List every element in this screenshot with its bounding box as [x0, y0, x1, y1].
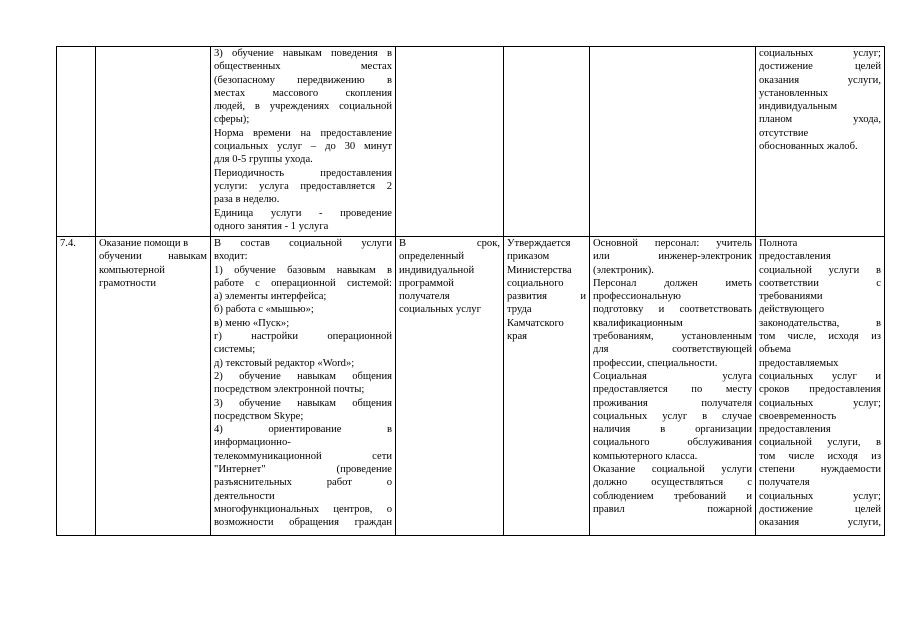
text-line: отсутствие: [759, 127, 809, 139]
text-line: одного занятия - 1 услуга: [214, 220, 329, 232]
quality-indicators-cell: [756, 47, 885, 237]
text-line: том числе исходя из: [759, 450, 881, 462]
text-line: Оказание помощи в: [99, 238, 189, 249]
text-line: социальных услуг;: [759, 490, 881, 502]
service-term-cell: [396, 47, 504, 237]
text-line: Норма времени на предоставление: [214, 127, 392, 139]
text-line: а) элементы интерфейса;: [214, 291, 327, 303]
text-line: предоставления: [759, 424, 831, 436]
text-line: общественных местах: [214, 61, 392, 73]
text-line: проживания получателя: [593, 397, 752, 409]
text-line: степени нуждаемости: [759, 464, 881, 476]
text-line: объема: [759, 344, 791, 356]
text-line: Камчатского: [507, 317, 564, 329]
text-line: социальной услуги в: [759, 264, 881, 276]
text-line: действующего: [759, 304, 825, 316]
text-line: д) текстовый редактор «Word»;: [214, 357, 355, 369]
text-line: посредством Skype;: [214, 410, 304, 422]
text-line: телекоммуникационной сети: [214, 450, 392, 462]
text-line: соблюдением требований и: [593, 490, 752, 502]
row-number-cell: [57, 47, 96, 237]
text-line: деятельности: [214, 490, 275, 502]
row-number: 7.4.: [60, 238, 76, 249]
text-line: социальных услуг: [399, 304, 481, 316]
text-line: компьютерного класса.: [593, 450, 698, 462]
text-line: профессии, специальности.: [593, 357, 718, 369]
service-cost-cell: [504, 237, 590, 536]
service-conditions-cell: [590, 237, 756, 536]
text-line: В состав социальной услуги: [214, 238, 392, 249]
service-content-cell: [211, 47, 396, 237]
text-line: том числе, исходя из: [759, 331, 881, 343]
table-row: [57, 47, 885, 237]
quality-indicators-cell: [756, 237, 885, 536]
text-line: Периодичность предоставления: [214, 167, 392, 179]
text-line: раза в неделю.: [214, 194, 280, 206]
text-line: определенный: [399, 251, 465, 263]
text-line: требованиям, установленным: [593, 331, 752, 343]
text-line: получателя: [759, 477, 810, 489]
text-line: обучении навыкам: [99, 251, 207, 263]
text-line: социальных услуг;: [759, 48, 881, 59]
text-line: квалификационным: [593, 317, 683, 329]
table-row: [57, 237, 885, 536]
text-line: для соответствующей: [593, 344, 752, 356]
text-line: сферы);: [214, 114, 250, 126]
text-line: социальных услуг – до 30 минут: [214, 141, 392, 153]
text-line: Единица услуги - проведение: [214, 207, 392, 219]
text-line: социальных услуг в случае: [593, 410, 752, 422]
text-line: 4) ориентирование в: [214, 424, 392, 436]
text-line: "Интернет" (проведение: [214, 464, 392, 476]
text-line: планом ухода,: [759, 114, 881, 126]
text-line: 3) обучение навыкам поведения в: [214, 48, 392, 59]
text-line: социальных услуг;: [759, 397, 881, 409]
text-line: услуги: услуга предоставляется 2: [214, 180, 392, 192]
text-line: установленных: [759, 87, 829, 99]
text-line: возможности обращения граждан: [214, 517, 392, 529]
text-line: Основной персонал: учитель: [593, 238, 752, 249]
service-name-cell: [96, 237, 211, 536]
text-line: входит:: [214, 251, 248, 263]
text-line: г) настройки операционной: [214, 331, 392, 343]
text-line: Утверждается: [507, 238, 571, 249]
text-line: программой: [399, 277, 454, 289]
service-cost-cell: [504, 47, 590, 237]
text-line: 2) обучение навыкам общения: [214, 370, 392, 382]
text-line: многофункциональных центров, о: [214, 503, 392, 515]
text-line: сроков предоставления: [759, 384, 881, 396]
service-name-cell: [96, 47, 211, 237]
text-line: требованиями: [759, 291, 823, 303]
text-line: оказания услуги,: [759, 74, 881, 86]
text-line: индивидуальным: [759, 101, 838, 113]
text-line: информационно-: [214, 437, 291, 449]
text-line: профессиональную: [593, 291, 681, 303]
text-line: 3) обучение навыкам общения: [214, 397, 392, 409]
text-line: социальных услуг и: [759, 370, 881, 382]
service-conditions-cell: [590, 47, 756, 237]
text-line: подготовку и соответствовать: [593, 304, 752, 316]
text-line: (безопасному передвижению в: [214, 74, 392, 86]
text-line: местах массового скопления: [214, 87, 392, 99]
text-line: посредством электронной почты;: [214, 384, 365, 396]
text-line: предоставляется по месту: [593, 384, 752, 396]
text-line: людей, в учреждениях социальной: [214, 101, 392, 113]
text-line: своевременность: [759, 410, 837, 422]
text-line: б) работа с «мышью»;: [214, 304, 314, 316]
text-line: предоставляемых: [759, 357, 839, 369]
text-line: для 0-5 группы ухода.: [214, 154, 313, 166]
text-line: законодательства, в: [759, 317, 881, 329]
text-line: социального обслуживания: [593, 437, 752, 449]
text-line: Полнота: [759, 238, 798, 249]
text-line: в) меню «Пуск»;: [214, 317, 290, 329]
text-line: Персонал должен иметь: [593, 277, 752, 289]
text-line: должно осуществляться с: [593, 477, 752, 489]
text-line: достижение целей: [759, 503, 881, 515]
text-line: обоснованных жалоб.: [759, 141, 858, 153]
text-line: социального: [507, 277, 564, 289]
text-line: В срок,: [399, 238, 500, 249]
text-line: наличия в организации: [593, 424, 752, 436]
text-line: компьютерной: [99, 264, 165, 276]
text-line: развития и: [507, 291, 586, 303]
text-line: Социальная услуга: [593, 370, 752, 382]
text-line: грамотности: [99, 277, 157, 289]
text-line: социальной услуги, в: [759, 437, 881, 449]
text-line: Оказание социальной услуги: [593, 464, 752, 476]
text-line: индивидуальной: [399, 264, 475, 276]
text-line: предоставления: [759, 251, 831, 263]
text-line: или инженер-электроник: [593, 251, 752, 263]
text-line: труда: [507, 304, 532, 316]
text-line: Министерства: [507, 264, 572, 276]
text-line: края: [507, 331, 528, 343]
text-line: правил пожарной: [593, 503, 752, 515]
text-line: получателя: [399, 291, 450, 303]
text-line: (электроник).: [593, 264, 654, 276]
row-number-cell: [57, 237, 96, 536]
service-content-cell: [211, 237, 396, 536]
text-line: соответствии с: [759, 277, 881, 289]
text-line: разъяснительных работ о: [214, 477, 392, 489]
text-line: оказания услуги,: [759, 517, 881, 529]
text-line: 1) обучение базовым навыкам в: [214, 264, 392, 276]
text-line: приказом: [507, 251, 550, 263]
text-line: достижение целей: [759, 61, 881, 73]
service-term-cell: [396, 237, 504, 536]
text-line: работе с операционной системой:: [214, 277, 392, 289]
text-line: системы;: [214, 344, 256, 356]
services-table: [56, 46, 885, 536]
